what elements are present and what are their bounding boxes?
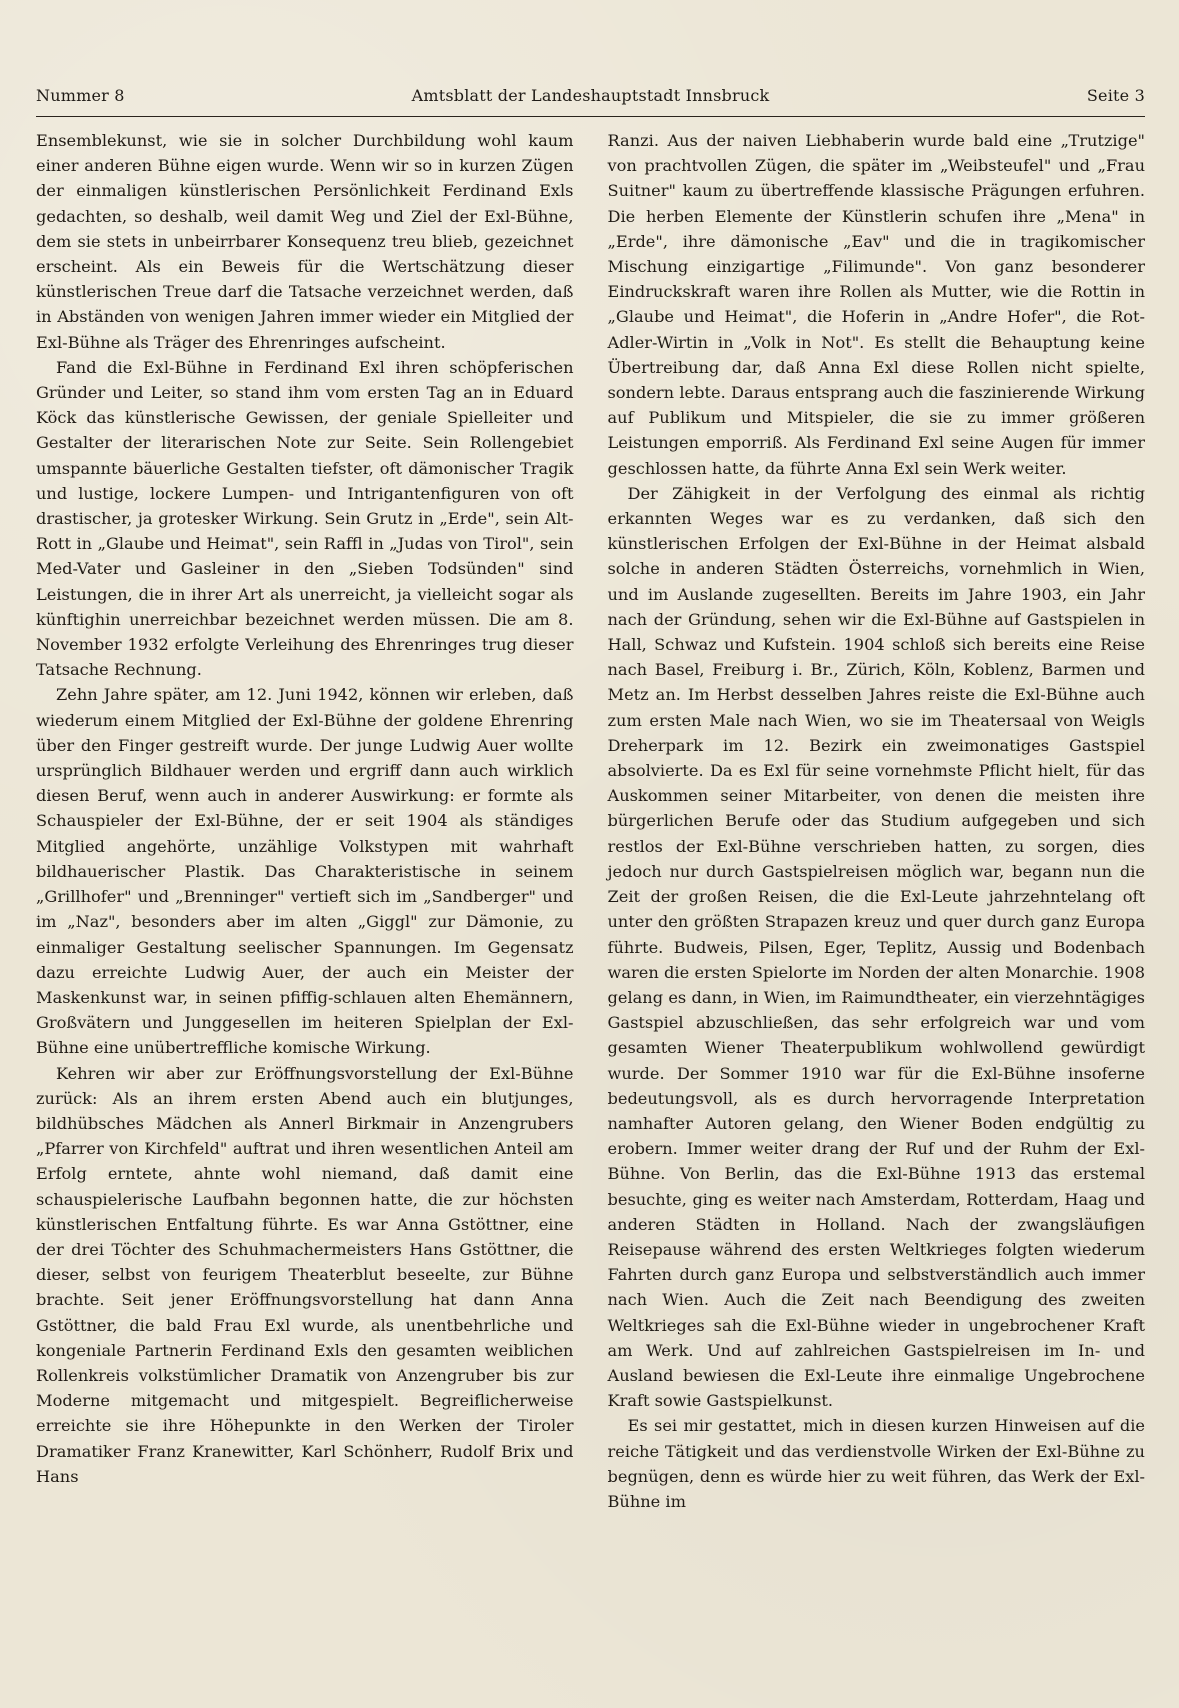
page-header — [36, 86, 1145, 112]
left-column — [36, 128, 574, 1680]
article-body — [36, 128, 1145, 1680]
paragraph: Fand die Exl-Bühne in Ferdinand Exl ihren schöpferischen Gründer und Leiter, so stand ihm vom ersten Tag an in Eduard Köck das künstlerische Gewissen, der geniale Spielleiter und Gestalter der literarischen Note zur Seite. Sein Rollengebiet umspannte bäuerliche Gestalten tiefster, oft dämonischer Tragik und lustige, lockere Lumpen- und Intrigantenfiguren von oft drastischer, ja grotesker Wirkung. Sein Grutz in „Erde", sein Alt-Rott in „Glaube und Heimat", sein Raffl in „Judas von Tirol", sein Med-Vater und Gasleiner in den „Sieben Todsünden" sind Leistungen, die in ihrer Art als unerreicht, ja vielleicht sogar als künftighin unerreichbar bezeichnet werden müssen. Die am 8. November 1932 erfolgte Verleihung des Ehrenringes trug dieser Tatsache Rechnung. — [36, 357, 574, 680]
header-rule — [36, 116, 1145, 117]
publication-title: Amtsblatt der Landeshauptstadt Innsbruck — [411, 86, 770, 105]
paragraph: Der Zähigkeit in der Verfolgung des einmal als richtig erkannten Weges war es zu verdanken, daß sich den künstlerischen Erfolgen der Exl-Bühne in der Heimat alsbald solche in anderen Städten Österreichs, vornehmlich in Wien, und im Auslande zugesellten. Bereits im Jahre 1903, ein Jahr nach der Gründung, sehen wir die Exl-Bühne auf Gastspielen in Hall, Schwaz und Kufstein. 1904 schloß sich bereits eine Reise nach Basel, Freiburg i. Br., Zürich, Köln, Koblenz, Barmen und Metz an. Im Herbst desselben Jahres reiste die Exl-Bühne auch zum ersten Male nach Wien, wo sie im Theatersaal von Weigls Dreherpark im 12. Bezirk ein zweimonatiges Gastspiel absolvierte. Da es Exl für seine vornehmste Pflicht hielt, für das Auskommen seiner Mitarbeiter, von denen die meisten ihre bürgerlichen Berufe oder das Studium aufgegeben und sich restlos der Exl-Bühne verschrieben hatten, zu sorgen, dies jedoch nur durch Gastspielreisen möglich war, begann nun die Zeit der großen Reisen, die die Exl-Leute jahrzehntelang oft unter den größten Strapazen kreuz und quer durch ganz Europa führte. Budweis, Pilsen, Eger, Teplitz, Aussig und Bodenbach waren die ersten Spielorte im Norden der alten Monarchie. 1908 gelang es dann, in Wien, im Raimundtheater, ein vierzehntägiges Gastspiel abzuschließen, das sehr erfolgreich war und vom gesamten Wiener Theaterpublikum wohlwollend gewürdigt wurde. Der Sommer 1910 war für die Exl-Bühne insoferne bedeutungsvoll, als es durch hervorragende Interpretation namhafter Autoren gelang, den Wiener Boden endgültig zu erobern. Immer weiter drang der Ruf und der Ruhm der Exl-Bühne. Von Berlin, das die Exl-Bühne 1913 das erstemal besuchte, ging es weiter nach Amsterdam, Rotterdam, Haag und anderen Städten in Holland. Nach der zwangsläufigen Reisepause während des ersten Weltkrieges folgten wiederum Fahrten durch ganz Europa und selbstverständlich auch immer nach Wien. Auch die Zeit nach Beendigung des zweiten Weltkrieges sah die Exl-Bühne wieder in ungebrochener Kraft am Werk. Und auf zahlreichen Gastspielreisen im In- und Ausland bewiesen die Exl-Leute ihre einmalige Ungebrochene Kraft sowie Gastspielkunst. — [607, 483, 1145, 1411]
issue-number: Nummer 8 — [36, 86, 125, 105]
right-column — [608, 128, 1146, 1680]
page-number: Seite 3 — [1086, 86, 1145, 105]
paragraph: Ranzi. Aus der naiven Liebhaberin wurde bald eine „Trutzige" von prachtvollen Zügen, die später im „Weibsteufel" und „Frau Suitner" kaum zu übertreffende klassische Prägungen erfuhren. Die herben Elemente der Künstlerin schufen ihre „Mena" in „Erde", ihre dämonische „Eav" und die in tragikomischer Mischung einzigartige „Filimunde". Von ganz besonderer Eindruckskraft waren ihre Rollen als Mutter, wie die Rottin in „Glaube und Heimat", die Hoferin in „Andre Hofer", die Rot-Adler-Wirtin in „Volk in Not". Es stellt die Behauptung keine Übertreibung dar, daß Anna Exl diese Rollen nicht spielte, sondern lebte. Daraus entsprang auch die faszinierende Wirkung auf Publikum und Mitspieler, die sie zu immer größeren Leistungen emporriß. Als Ferdinand Exl seine Augen für immer geschlossen hatte, da führte Anna Exl sein Werk weiter. — [607, 131, 1145, 478]
paragraph: Ensemblekunst, wie sie in solcher Durchbildung wohl kaum einer anderen Bühne eigen wurde. Wenn wir so in kurzen Zügen der einmaligen künstlerischen Persönlichkeit Ferdinand Exls gedachten, so deshalb, weil damit Weg und Ziel der Exl-Bühne, dem sie stets in unbeirrbarer Konsequenz treu blieb, gezeichnet erscheint. Als ein Beweis für die Wertschätzung dieser künstlerischen Treue darf die Tatsache verzeichnet werden, daß in Abständen von wenigen Jahren immer wieder ein Mitglied der Exl-Bühne als Träger des Ehrenringes aufscheint. — [36, 131, 574, 352]
paragraph: Zehn Jahre später, am 12. Juni 1942, können wir erleben, daß wiederum einem Mitglied der Exl-Bühne der goldene Ehrenring über den Finger gestreift wurde. Der junge Ludwig Auer wollte ursprünglich Bildhauer werden und ergriff dann auch wirklich diesen Beruf, wenn auch in anderer Auswirkung: er formte als Schauspieler der Exl-Bühne, der er seit 1904 als ständiges Mitglied angehörte, unzählige Volkstypen mit wahrhaft bildhauerischer Plastik. Das Charakteristische in seinem „Grillhofer" und „Brenninger" vertieft sich im „Sandberger" und im „Naz", besonders aber im alten „Giggl" zur Dämonie, zu einmaliger Gestaltung seelischer Spannungen. Im Gegensatz dazu erreichte Ludwig Auer, der auch ein Meister der Maskenkunst war, in seinen pfiffig-schlauen alten Ehemännern, Großvätern und Junggesellen im heiteren Spielplan der Exl-Bühne eine unübertreffliche komische Wirkung. — [36, 685, 574, 1058]
paragraph: Es sei mir gestattet, mich in diesen kurzen Hinweisen auf die reiche Tätigkeit und das verdienstvolle Wirken der Exl-Bühne zu begnügen, denn es würde hier zu weit führen, das Werk der Exl-Bühne im — [607, 1416, 1145, 1511]
paragraph: Kehren wir aber zur Eröffnungsvorstellung der Exl-Bühne zurück: Als an ihrem ersten Abend auch ein blutjunges, bildhübsches Mädchen als Annerl Birkmair in Anzengrubers „Pfarrer von Kirchfeld" auftrat und ihren wesentlichen Anteil am Erfolg erntete, ahnte wohl niemand, daß damit eine schauspielerische Laufbahn begonnen hatte, die zur höchsten künstlerischen Entfaltung führte. Es war Anna Gstöttner, eine der drei Töchter des Schuhmachermeisters Hans Gstöttner, die dieser, selbst von feurigem Theaterblut beseelte, zur Bühne brachte. Seit jener Eröffnungsvorstellung hat dann Anna Gstöttner, die bald Frau Exl wurde, als unentbehrliche und kongeniale Partnerin Ferdinand Exls den gesamten weiblichen Rollenkreis volkstümlicher Dramatik von Anzengruber bis zur Moderne mitgemacht und mitgespielt. Begreiflicherweise erreichte sie ihre Höhepunkte in den Werken der Tiroler Dramatiker Franz Kranewitter, Karl Schönherr, Rudolf Brix und Hans — [36, 1063, 574, 1486]
